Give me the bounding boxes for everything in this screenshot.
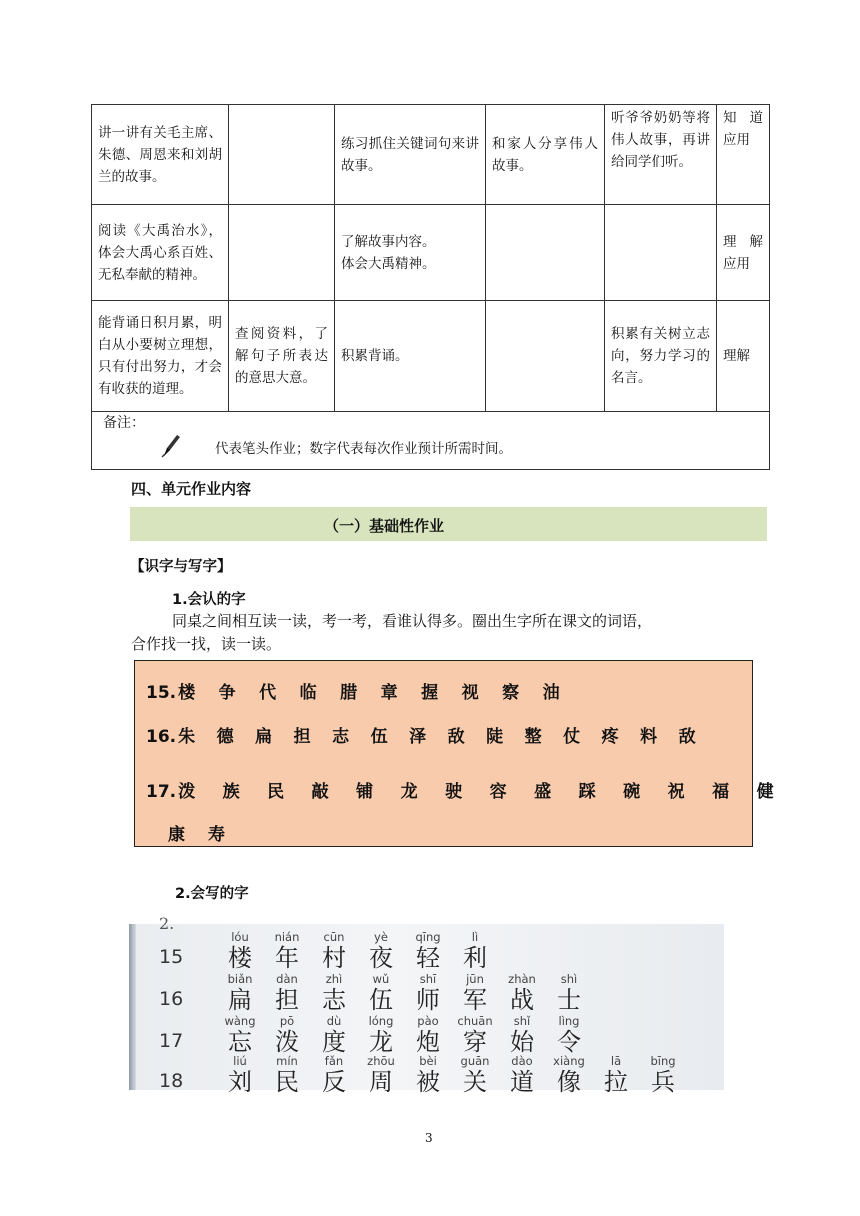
- hanzi: 年: [275, 944, 299, 972]
- pinyin: lìng: [558, 1014, 580, 1028]
- hanzi: 民: [275, 1068, 299, 1096]
- char: 争: [218, 683, 236, 703]
- pinyin-char-cell: [358, 1014, 404, 1056]
- hanzi: 轻: [416, 944, 440, 972]
- pinyin-char-cell: [264, 972, 310, 1014]
- pinyin: shì: [560, 972, 578, 986]
- hanzi: 志: [322, 986, 346, 1014]
- char-row: [168, 820, 248, 845]
- pinyin-char-cell: [499, 1054, 545, 1096]
- table-cell: 和家人分享伟人故事。: [486, 105, 605, 205]
- pinyin-char-cell: [546, 1054, 592, 1096]
- char: 料: [640, 727, 658, 747]
- pinyin-char-cell: [264, 930, 310, 972]
- table-cell: 积累有关树立志向，努力学习的名言。: [605, 301, 717, 412]
- hanzi: 刘: [228, 1068, 252, 1096]
- table-cell: 积累背诵。: [335, 301, 486, 412]
- homework-plan-table: [91, 104, 770, 470]
- table-cell: [486, 205, 605, 301]
- hanzi: 扁: [228, 986, 252, 1014]
- pinyin-char-cell: [217, 1014, 263, 1056]
- photo-lesson-number: 18: [159, 1070, 184, 1092]
- char-row: [146, 777, 801, 802]
- pinyin: lì: [471, 930, 479, 944]
- textbook-photo: [129, 914, 724, 1096]
- char: 龙: [400, 782, 418, 802]
- char: 陡: [486, 727, 504, 747]
- hanzi: 战: [510, 986, 534, 1014]
- pinyin: bīng: [650, 1054, 676, 1068]
- table-row: [92, 105, 770, 205]
- pinyin-char-cell: [217, 1054, 263, 1096]
- char: 敲: [311, 782, 329, 802]
- section-title: 四、单元作业内容: [131, 480, 252, 498]
- pinyin-char-cell: [358, 1054, 404, 1096]
- photo-page-edge: [129, 924, 136, 1090]
- pinyin: mín: [276, 1054, 298, 1068]
- pinyin: cūn: [323, 930, 345, 944]
- pinyin-char-cell: [452, 1054, 498, 1096]
- hanzi: 炮: [416, 1028, 440, 1056]
- char: 族: [222, 782, 240, 802]
- item-write-title: 2.会写的字: [175, 886, 249, 902]
- pinyin: dàn: [276, 972, 298, 986]
- page-number: 3: [425, 1131, 433, 1145]
- char: 民: [267, 782, 285, 802]
- pinyin-char-cell: [452, 930, 498, 972]
- hanzi: 士: [557, 986, 581, 1014]
- char: 仗: [563, 727, 581, 747]
- pinyin-char-cell: [593, 1054, 639, 1096]
- table-cell: 知道应用: [717, 105, 770, 205]
- char: 朱: [178, 727, 196, 747]
- table-cell: 了解故事内容。 体会大禹精神。: [335, 205, 486, 301]
- pinyin: shǐ: [513, 1014, 531, 1028]
- pinyin-char-cell: [499, 972, 545, 1014]
- hanzi: 被: [416, 1068, 440, 1096]
- char: 德: [216, 727, 234, 747]
- pinyin-char-cell: [405, 1054, 451, 1096]
- pinyin: jūn: [466, 972, 484, 986]
- hanzi: 忘: [228, 1028, 252, 1056]
- hanzi: 周: [369, 1068, 393, 1096]
- pinyin-char-cell: [640, 1054, 686, 1096]
- pinyin-char-cell: [546, 972, 592, 1014]
- char: 容: [489, 782, 507, 802]
- pinyin-char-cell: [546, 1014, 592, 1056]
- char-row: [146, 722, 717, 747]
- photo-lesson-number: 16: [159, 988, 184, 1010]
- lesson-number: 17.: [146, 782, 177, 802]
- char: 泼: [178, 782, 196, 802]
- hanzi: 夜: [369, 944, 393, 972]
- pinyin: zhōu: [367, 1054, 395, 1068]
- char: 驶: [445, 782, 463, 802]
- pinyin: xiàng: [553, 1054, 585, 1068]
- pinyin: bèi: [419, 1054, 437, 1068]
- table-cell: 理解应用: [717, 205, 770, 301]
- pinyin-char-cell: [452, 972, 498, 1014]
- pinyin: qīng: [415, 930, 441, 944]
- pinyin-char-cell: [452, 1014, 498, 1056]
- pinyin-char-cell: [358, 930, 404, 972]
- instruction-line-1: 同桌之间相互读一读，考一考，看谁认得多。圈出生字所在课文的词语，: [172, 612, 653, 630]
- char: 疼: [601, 727, 619, 747]
- photo-top-number: 2.: [159, 914, 175, 933]
- photo-lesson-number: 17: [159, 1030, 184, 1052]
- subsection-title: 【识字与写字】: [130, 559, 232, 575]
- note-title: 备注：: [103, 415, 145, 431]
- hanzi: 村: [322, 944, 346, 972]
- pinyin: pō: [279, 1014, 295, 1028]
- table-cell: 听爷爷奶奶等将伟人故事，再讲给同学们听。: [605, 105, 717, 205]
- char: 担: [293, 727, 311, 747]
- pinyin-char-cell: [405, 972, 451, 1014]
- pinyin: wàng: [224, 1014, 256, 1028]
- char: 视: [461, 683, 479, 703]
- char: 盛: [534, 782, 552, 802]
- hanzi: 反: [322, 1068, 346, 1096]
- hanzi: 龙: [369, 1028, 393, 1056]
- hanzi: 拉: [604, 1068, 628, 1096]
- pinyin: lóng: [368, 1014, 394, 1028]
- pinyin-char-cell: [217, 930, 263, 972]
- table-cell: [229, 205, 335, 301]
- table-cell: [486, 301, 605, 412]
- char: 代: [259, 683, 277, 703]
- char: 腊: [340, 683, 358, 703]
- char: 寿: [208, 825, 225, 845]
- hanzi: 令: [557, 1028, 581, 1056]
- char: 油: [542, 683, 560, 703]
- hanzi: 道: [510, 1068, 534, 1096]
- hanzi: 楼: [228, 944, 252, 972]
- char: 碗: [623, 782, 641, 802]
- pen-icon: [160, 432, 182, 458]
- hanzi: 度: [322, 1028, 346, 1056]
- photo-lesson-number: 15: [159, 946, 184, 968]
- char: 健: [756, 782, 774, 802]
- pinyin-char-cell: [311, 1014, 357, 1056]
- lesson-number: 16.: [146, 727, 177, 747]
- table-row: [92, 301, 770, 412]
- char: 志: [332, 727, 350, 747]
- note-text: 代表笔头作业；数字代表每次作业预计所需时间。: [215, 441, 512, 457]
- table-cell: 能背诵日积月累，明白从小要树立理想，只有付出努力，才会有收获的道理。: [92, 301, 229, 412]
- pinyin: biǎn: [227, 972, 253, 986]
- pinyin-char-cell: [264, 1014, 310, 1056]
- hanzi: 伍: [369, 986, 393, 1014]
- pinyin-char-cell: [405, 1014, 451, 1056]
- pinyin: nián: [274, 930, 300, 944]
- table-cell: [229, 105, 335, 205]
- table-cell: 讲一讲有关毛主席、朱德、周恩来和刘胡兰的故事。: [92, 105, 229, 205]
- char: 福: [712, 782, 730, 802]
- hanzi: 兵: [651, 1068, 675, 1096]
- table-row: [92, 205, 770, 301]
- pinyin: yè: [374, 930, 388, 944]
- pinyin-char-cell: [405, 930, 451, 972]
- hanzi: 担: [275, 986, 299, 1014]
- char: 察: [502, 683, 520, 703]
- hanzi: 关: [463, 1068, 487, 1096]
- hanzi: 利: [463, 944, 487, 972]
- char: 泽: [409, 727, 427, 747]
- pinyin: pào: [417, 1014, 439, 1028]
- char: 章: [380, 683, 398, 703]
- hanzi: 师: [416, 986, 440, 1014]
- pinyin-char-cell: [499, 1014, 545, 1056]
- pinyin: dù: [326, 1014, 342, 1028]
- char: 楼: [178, 683, 196, 703]
- table-cell: 阅读《大禹治水》，体会大禹心系百姓、无私奉献的精神。: [92, 205, 229, 301]
- pinyin-char-cell: [311, 972, 357, 1014]
- pinyin: fǎn: [324, 1054, 344, 1068]
- char: 临: [299, 683, 317, 703]
- table-cell: 查阅资料，了解句子所表达的意思大意。: [229, 301, 335, 412]
- table-cell: 练习抓住关键词句来讲故事。: [335, 105, 486, 205]
- char: 整: [524, 727, 542, 747]
- pinyin: wǔ: [372, 972, 390, 986]
- char: 踩: [578, 782, 596, 802]
- char: 敌: [447, 727, 465, 747]
- table-cell: [605, 205, 717, 301]
- item-recognize-title: 1.会认的字: [172, 592, 246, 608]
- hanzi: 始: [510, 1028, 534, 1056]
- pinyin-char-cell: [264, 1054, 310, 1096]
- instruction-line-2: 合作找一找，读一读。: [131, 635, 282, 653]
- pinyin: liú: [233, 1054, 247, 1068]
- char: 敌: [678, 727, 696, 747]
- pinyin: lā: [610, 1054, 622, 1068]
- pinyin: zhàn: [508, 972, 536, 986]
- char-row: [146, 678, 583, 703]
- pinyin: zhì: [325, 972, 343, 986]
- table-cell: 理解: [717, 301, 770, 412]
- pinyin-char-cell: [311, 1054, 357, 1096]
- recognize-chars-box: [134, 660, 774, 847]
- char: 祝: [667, 782, 685, 802]
- hanzi: 穿: [463, 1028, 487, 1056]
- pinyin: lóu: [231, 930, 249, 944]
- lesson-number: 15.: [146, 683, 177, 703]
- char: 扁: [255, 727, 273, 747]
- char: 铺: [356, 782, 374, 802]
- pinyin-char-cell: [358, 972, 404, 1014]
- hanzi: 泼: [275, 1028, 299, 1056]
- char: 握: [421, 683, 439, 703]
- hanzi: 像: [557, 1068, 581, 1096]
- pinyin: dào: [511, 1054, 533, 1068]
- pinyin-char-cell: [217, 972, 263, 1014]
- pinyin-char-cell: [311, 930, 357, 972]
- char: 康: [168, 825, 185, 845]
- band-title: （一）基础性作业: [324, 517, 445, 535]
- pinyin: chuān: [457, 1014, 493, 1028]
- hanzi: 军: [463, 986, 487, 1014]
- char: 伍: [370, 727, 388, 747]
- pinyin: guān: [460, 1054, 490, 1068]
- pinyin: shī: [419, 972, 437, 986]
- section-band: [130, 507, 767, 541]
